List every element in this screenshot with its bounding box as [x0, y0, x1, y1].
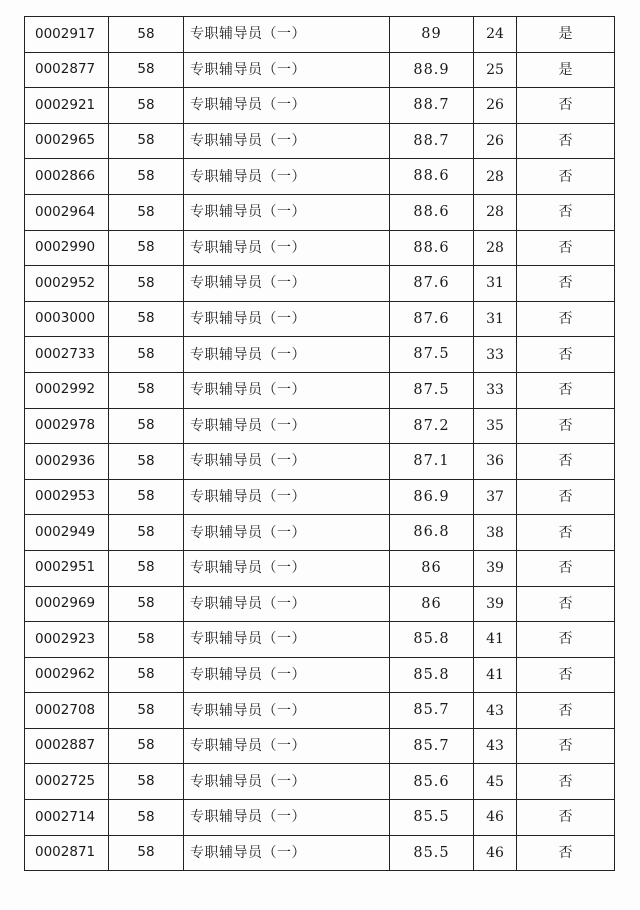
table-row: [25, 301, 615, 337]
post-name-cell: 专职辅导员（一）: [184, 88, 390, 124]
post-name-cell: 专职辅导员（一）: [184, 301, 390, 337]
advance-flag-cell: 否: [517, 764, 615, 800]
advance-flag-cell: 否: [517, 159, 615, 195]
rank-cell: 26: [474, 88, 517, 124]
post-code-cell: 58: [109, 622, 184, 658]
rank-cell: 46: [474, 835, 517, 871]
table-row: [25, 764, 615, 800]
score-cell: 87.2: [390, 408, 474, 444]
post-code-cell: 58: [109, 52, 184, 88]
candidate-id-cell: 0003000: [25, 301, 109, 337]
rank-cell: 24: [474, 17, 517, 53]
post-name-cell: 专职辅导员（一）: [184, 444, 390, 480]
score-cell: 87.1: [390, 444, 474, 480]
post-name-cell: 专职辅导员（一）: [184, 159, 390, 195]
candidate-id-cell: 0002917: [25, 17, 109, 53]
advance-flag-cell: 否: [517, 835, 615, 871]
post-code-cell: 58: [109, 800, 184, 836]
post-code-cell: 58: [109, 123, 184, 159]
table-row: [25, 657, 615, 693]
post-code-cell: 58: [109, 230, 184, 266]
post-name-cell: 专职辅导员（一）: [184, 835, 390, 871]
candidate-id-cell: 0002964: [25, 194, 109, 230]
score-cell: 87.5: [390, 337, 474, 373]
candidate-id-cell: 0002921: [25, 88, 109, 124]
advance-flag-cell: 否: [517, 372, 615, 408]
candidate-id-cell: 0002951: [25, 550, 109, 586]
rank-cell: 46: [474, 800, 517, 836]
rank-cell: 33: [474, 337, 517, 373]
score-cell: 87.6: [390, 301, 474, 337]
advance-flag-cell: 否: [517, 586, 615, 622]
candidate-id-cell: 0002725: [25, 764, 109, 800]
post-name-cell: 专职辅导员（一）: [184, 764, 390, 800]
post-name-cell: 专职辅导员（一）: [184, 337, 390, 373]
candidate-id-cell: 0002733: [25, 337, 109, 373]
table-row: [25, 17, 615, 53]
candidate-id-cell: 0002992: [25, 372, 109, 408]
score-cell: 86.8: [390, 515, 474, 551]
candidate-id-cell: 0002949: [25, 515, 109, 551]
post-name-cell: 专职辅导员（一）: [184, 800, 390, 836]
rank-cell: 26: [474, 123, 517, 159]
post-code-cell: 58: [109, 194, 184, 230]
advance-flag-cell: 否: [517, 194, 615, 230]
table-row: [25, 88, 615, 124]
post-code-cell: 58: [109, 301, 184, 337]
post-code-cell: 58: [109, 515, 184, 551]
post-code-cell: 58: [109, 693, 184, 729]
table-row: [25, 800, 615, 836]
rank-cell: 25: [474, 52, 517, 88]
candidate-id-cell: 0002952: [25, 266, 109, 302]
rank-cell: 41: [474, 657, 517, 693]
table-row: [25, 52, 615, 88]
advance-flag-cell: 是: [517, 52, 615, 88]
post-code-cell: 58: [109, 444, 184, 480]
post-name-cell: 专职辅导员（一）: [184, 586, 390, 622]
table-row: [25, 479, 615, 515]
advance-flag-cell: 否: [517, 230, 615, 266]
post-code-cell: 58: [109, 159, 184, 195]
score-cell: 85.7: [390, 728, 474, 764]
advance-flag-cell: 否: [517, 408, 615, 444]
post-code-cell: 58: [109, 728, 184, 764]
post-code-cell: 58: [109, 372, 184, 408]
rank-cell: 33: [474, 372, 517, 408]
table-row: [25, 835, 615, 871]
candidate-id-cell: 0002708: [25, 693, 109, 729]
score-cell: 88.7: [390, 88, 474, 124]
candidate-id-cell: 0002714: [25, 800, 109, 836]
rank-cell: 39: [474, 550, 517, 586]
rank-cell: 43: [474, 728, 517, 764]
rank-cell: 38: [474, 515, 517, 551]
candidate-id-cell: 0002978: [25, 408, 109, 444]
post-name-cell: 专职辅导员（一）: [184, 408, 390, 444]
table-row: [25, 622, 615, 658]
post-name-cell: 专职辅导员（一）: [184, 728, 390, 764]
table-row: [25, 194, 615, 230]
advance-flag-cell: 否: [517, 728, 615, 764]
candidate-id-cell: 0002877: [25, 52, 109, 88]
score-cell: 88.6: [390, 194, 474, 230]
advance-flag-cell: 否: [517, 693, 615, 729]
table-row: [25, 266, 615, 302]
table-row: [25, 408, 615, 444]
advance-flag-cell: 否: [517, 622, 615, 658]
candidate-id-cell: 0002953: [25, 479, 109, 515]
advance-flag-cell: 否: [517, 479, 615, 515]
rank-cell: 28: [474, 194, 517, 230]
post-code-cell: 58: [109, 835, 184, 871]
candidate-id-cell: 0002990: [25, 230, 109, 266]
table-row: [25, 515, 615, 551]
post-name-cell: 专职辅导员（一）: [184, 266, 390, 302]
rank-cell: 41: [474, 622, 517, 658]
post-name-cell: 专职辅导员（一）: [184, 693, 390, 729]
table-row: [25, 337, 615, 373]
score-cell: 86: [390, 550, 474, 586]
rank-cell: 28: [474, 230, 517, 266]
candidate-id-cell: 0002965: [25, 123, 109, 159]
table-row: [25, 444, 615, 480]
advance-flag-cell: 否: [517, 657, 615, 693]
table-row: [25, 693, 615, 729]
score-cell: 85.7: [390, 693, 474, 729]
candidate-id-cell: 0002936: [25, 444, 109, 480]
score-cell: 85.8: [390, 622, 474, 658]
post-name-cell: 专职辅导员（一）: [184, 657, 390, 693]
post-name-cell: 专职辅导员（一）: [184, 622, 390, 658]
rank-cell: 28: [474, 159, 517, 195]
rank-cell: 39: [474, 586, 517, 622]
post-code-cell: 58: [109, 337, 184, 373]
candidate-id-cell: 0002962: [25, 657, 109, 693]
candidate-id-cell: 0002969: [25, 586, 109, 622]
score-cell: 85.5: [390, 835, 474, 871]
results-table: [24, 16, 615, 871]
rank-cell: 31: [474, 266, 517, 302]
score-cell: 88.7: [390, 123, 474, 159]
post-code-cell: 58: [109, 764, 184, 800]
post-code-cell: 58: [109, 266, 184, 302]
advance-flag-cell: 否: [517, 800, 615, 836]
post-code-cell: 58: [109, 550, 184, 586]
score-cell: 87.6: [390, 266, 474, 302]
candidate-id-cell: 0002923: [25, 622, 109, 658]
table-row: [25, 159, 615, 195]
rank-cell: 37: [474, 479, 517, 515]
table-row: [25, 728, 615, 764]
rank-cell: 43: [474, 693, 517, 729]
score-cell: 88.6: [390, 159, 474, 195]
advance-flag-cell: 否: [517, 123, 615, 159]
post-name-cell: 专职辅导员（一）: [184, 17, 390, 53]
advance-flag-cell: 否: [517, 337, 615, 373]
table-row: [25, 586, 615, 622]
post-code-cell: 58: [109, 657, 184, 693]
results-table-body: [25, 17, 615, 871]
advance-flag-cell: 否: [517, 444, 615, 480]
candidate-id-cell: 0002866: [25, 159, 109, 195]
post-name-cell: 专职辅导员（一）: [184, 372, 390, 408]
post-name-cell: 专职辅导员（一）: [184, 550, 390, 586]
score-cell: 86.9: [390, 479, 474, 515]
post-name-cell: 专职辅导员（一）: [184, 479, 390, 515]
table-row: [25, 123, 615, 159]
post-code-cell: 58: [109, 479, 184, 515]
score-cell: 85.5: [390, 800, 474, 836]
rank-cell: 36: [474, 444, 517, 480]
advance-flag-cell: 否: [517, 88, 615, 124]
post-code-cell: 58: [109, 88, 184, 124]
score-cell: 86: [390, 586, 474, 622]
score-cell: 88.9: [390, 52, 474, 88]
rank-cell: 31: [474, 301, 517, 337]
table-row: [25, 230, 615, 266]
table-row: [25, 550, 615, 586]
post-name-cell: 专职辅导员（一）: [184, 515, 390, 551]
advance-flag-cell: 否: [517, 301, 615, 337]
post-name-cell: 专职辅导员（一）: [184, 194, 390, 230]
score-cell: 88.6: [390, 230, 474, 266]
candidate-id-cell: 0002871: [25, 835, 109, 871]
post-code-cell: 58: [109, 408, 184, 444]
candidate-id-cell: 0002887: [25, 728, 109, 764]
post-code-cell: 58: [109, 17, 184, 53]
rank-cell: 45: [474, 764, 517, 800]
advance-flag-cell: 否: [517, 266, 615, 302]
advance-flag-cell: 是: [517, 17, 615, 53]
score-cell: 87.5: [390, 372, 474, 408]
post-name-cell: 专职辅导员（一）: [184, 230, 390, 266]
score-cell: 89: [390, 17, 474, 53]
post-name-cell: 专职辅导员（一）: [184, 52, 390, 88]
post-code-cell: 58: [109, 586, 184, 622]
advance-flag-cell: 否: [517, 515, 615, 551]
score-cell: 85.6: [390, 764, 474, 800]
rank-cell: 35: [474, 408, 517, 444]
advance-flag-cell: 否: [517, 550, 615, 586]
score-cell: 85.8: [390, 657, 474, 693]
table-row: [25, 372, 615, 408]
post-name-cell: 专职辅导员（一）: [184, 123, 390, 159]
